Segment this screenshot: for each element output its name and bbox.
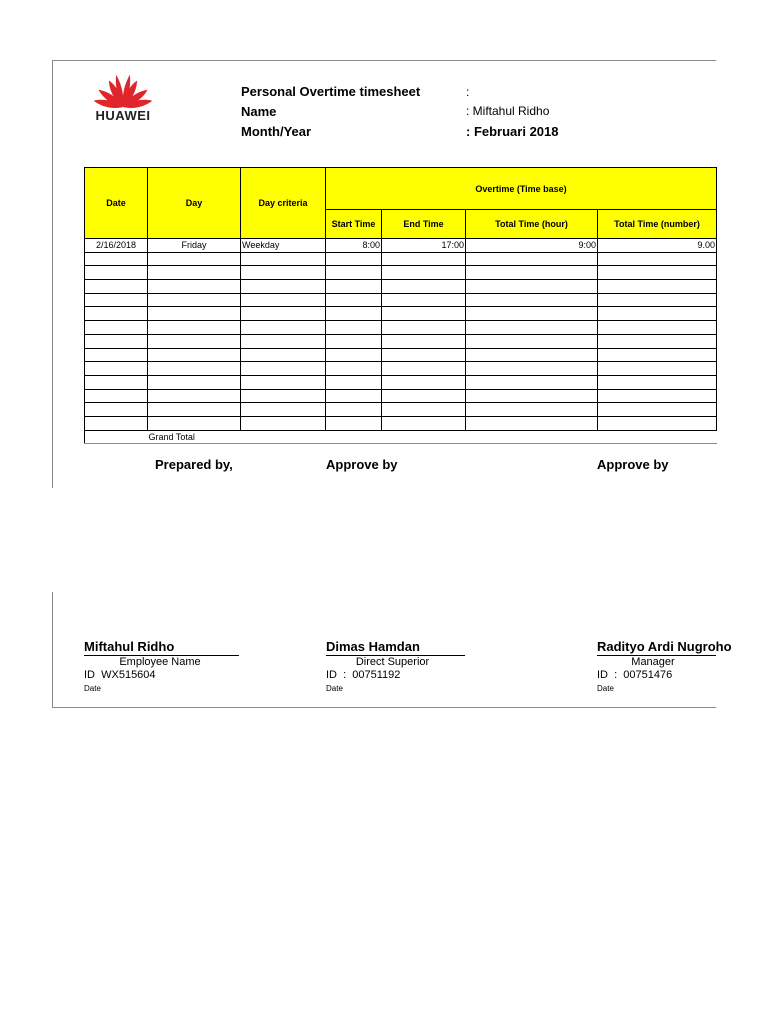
- col-header-date: Date: [85, 168, 148, 239]
- superior-date-label: Date: [326, 684, 343, 693]
- frame-bottom-border: [52, 707, 716, 708]
- empty-cell[interactable]: [466, 362, 598, 376]
- manager-id: ID : 00751476: [597, 669, 673, 681]
- table-row: [85, 389, 717, 403]
- title-label: Personal Overtime timesheet: [241, 84, 421, 99]
- name-value: : Miftahul Ridho: [466, 104, 550, 118]
- empty-cell[interactable]: [148, 293, 241, 307]
- empty-cell[interactable]: [148, 348, 241, 362]
- huawei-flower-icon: [86, 72, 160, 110]
- empty-cell[interactable]: [466, 293, 598, 307]
- empty-cell[interactable]: [85, 362, 148, 376]
- empty-cell[interactable]: [326, 252, 382, 266]
- table-row: [85, 293, 717, 307]
- empty-cell[interactable]: [466, 321, 598, 335]
- col-header-day-criteria: Day criteria: [241, 168, 326, 239]
- superior-id: ID : 00751192: [326, 669, 401, 681]
- month-year-value: : Februari 2018: [466, 124, 559, 139]
- col-header-total-hour: Total Time (hour): [466, 210, 598, 239]
- empty-cell[interactable]: [382, 293, 466, 307]
- empty-cell[interactable]: [466, 280, 598, 294]
- empty-cell[interactable]: [382, 252, 466, 266]
- empty-cell[interactable]: [466, 334, 598, 348]
- prepared-by-label: Prepared by,: [155, 457, 233, 472]
- empty-cell[interactable]: [85, 293, 148, 307]
- table-row: [85, 280, 717, 294]
- manager-date-label: Date: [597, 684, 614, 693]
- empty-cell[interactable]: [598, 389, 717, 403]
- empty-cell[interactable]: [382, 321, 466, 335]
- manager-role: Manager: [631, 656, 675, 668]
- frame-left-border-lower: [52, 592, 53, 707]
- name-label: Name: [241, 104, 277, 119]
- empty-cell[interactable]: [326, 334, 382, 348]
- empty-cell[interactable]: [148, 389, 241, 403]
- empty-cell[interactable]: [241, 307, 326, 321]
- empty-cell[interactable]: [241, 389, 326, 403]
- empty-cell[interactable]: [326, 348, 382, 362]
- empty-cell[interactable]: [382, 334, 466, 348]
- empty-cell[interactable]: [326, 416, 382, 430]
- huawei-logo: [86, 72, 160, 124]
- table-row: [85, 307, 717, 321]
- approve-by-label-superior: Approve by: [326, 457, 398, 472]
- approve-by-label-manager: Approve by: [597, 457, 669, 472]
- empty-cell[interactable]: [148, 362, 241, 376]
- empty-cell[interactable]: [598, 321, 717, 335]
- empty-cell[interactable]: [382, 280, 466, 294]
- empty-cell[interactable]: [85, 321, 148, 335]
- empty-cell[interactable]: [466, 403, 598, 417]
- col-header-overtime-group: Overtime (Time base): [326, 168, 717, 210]
- empty-cell[interactable]: [326, 362, 382, 376]
- table-row: [85, 321, 717, 335]
- empty-cell[interactable]: [326, 389, 382, 403]
- cell-day[interactable]: Friday: [148, 239, 241, 253]
- empty-cell[interactable]: [241, 321, 326, 335]
- empty-cell[interactable]: [598, 307, 717, 321]
- col-header-total-number: Total Time (number): [598, 210, 717, 239]
- empty-cell[interactable]: [85, 403, 148, 417]
- table-row: [85, 403, 717, 417]
- empty-cell[interactable]: [326, 321, 382, 335]
- table-row: [85, 334, 717, 348]
- empty-cell[interactable]: [598, 293, 717, 307]
- empty-cell[interactable]: [85, 416, 148, 430]
- empty-cell[interactable]: [148, 266, 241, 280]
- cell-end-time[interactable]: 17:00: [382, 239, 466, 253]
- empty-cell[interactable]: [241, 266, 326, 280]
- empty-cell[interactable]: [598, 348, 717, 362]
- cell-total-hour[interactable]: 9:00: [466, 239, 598, 253]
- empty-cell[interactable]: [466, 266, 598, 280]
- empty-cell[interactable]: [382, 266, 466, 280]
- empty-cell[interactable]: [241, 334, 326, 348]
- cell-day-criteria[interactable]: Weekday: [241, 239, 326, 253]
- empty-cell[interactable]: [598, 334, 717, 348]
- empty-cell[interactable]: [241, 403, 326, 417]
- empty-cell[interactable]: [598, 416, 717, 430]
- superior-role: Direct Superior: [355, 656, 430, 668]
- empty-cell[interactable]: [466, 348, 598, 362]
- empty-cell[interactable]: [326, 266, 382, 280]
- table-row: [85, 348, 717, 362]
- table-row: [85, 416, 717, 430]
- empty-cell[interactable]: [466, 252, 598, 266]
- empty-cell[interactable]: [85, 375, 148, 389]
- empty-cell[interactable]: [466, 389, 598, 403]
- empty-cell[interactable]: [382, 389, 466, 403]
- empty-cell[interactable]: [148, 403, 241, 417]
- cell-date[interactable]: 2/16/2018: [85, 239, 148, 253]
- cell-start-time[interactable]: 8:00: [326, 239, 382, 253]
- month-year-label: Month/Year: [241, 124, 312, 139]
- empty-cell[interactable]: [85, 252, 148, 266]
- col-header-end-time: End Time: [382, 210, 466, 239]
- empty-cell[interactable]: [85, 266, 148, 280]
- manager-signature-name: Radityo Ardi Nugroho: [597, 639, 732, 654]
- empty-cell[interactable]: [466, 307, 598, 321]
- empty-cell[interactable]: [598, 280, 717, 294]
- empty-cell[interactable]: [85, 389, 148, 403]
- empty-cell[interactable]: [382, 403, 466, 417]
- empty-cell[interactable]: [148, 334, 241, 348]
- empty-cell[interactable]: [241, 252, 326, 266]
- empty-cell[interactable]: [85, 334, 148, 348]
- empty-cell[interactable]: [326, 293, 382, 307]
- col-header-start-time: Start Time: [326, 210, 382, 239]
- empty-cell[interactable]: [148, 280, 241, 294]
- employee-date-label: Date: [84, 684, 101, 693]
- empty-cell[interactable]: [326, 375, 382, 389]
- superior-signature-name: Dimas Hamdan: [326, 639, 420, 654]
- empty-cell[interactable]: [598, 362, 717, 376]
- frame-top-border: [52, 60, 716, 61]
- empty-cell[interactable]: [85, 307, 148, 321]
- empty-cell[interactable]: [326, 280, 382, 294]
- title-value: :: [466, 85, 470, 99]
- empty-cell[interactable]: [148, 321, 241, 335]
- empty-cell[interactable]: [382, 307, 466, 321]
- logo-text: HUAWEI: [95, 108, 151, 123]
- empty-cell[interactable]: [598, 375, 717, 389]
- empty-cell[interactable]: [148, 252, 241, 266]
- table-row: [85, 362, 717, 376]
- empty-cell[interactable]: [326, 403, 382, 417]
- empty-cell[interactable]: [241, 293, 326, 307]
- col-header-day: Day: [148, 168, 241, 239]
- empty-cell[interactable]: [598, 403, 717, 417]
- table-row: [85, 375, 717, 389]
- grand-total-label: Grand Total: [148, 430, 717, 444]
- empty-cell[interactable]: [598, 252, 717, 266]
- employee-role: Employee Name: [119, 656, 201, 668]
- empty-cell[interactable]: [241, 348, 326, 362]
- empty-cell[interactable]: [466, 375, 598, 389]
- empty-cell[interactable]: [382, 362, 466, 376]
- empty-cell[interactable]: [382, 416, 466, 430]
- empty-cell[interactable]: [85, 348, 148, 362]
- empty-cell[interactable]: [382, 375, 466, 389]
- grand-total-row: [85, 430, 717, 444]
- empty-cell[interactable]: [466, 416, 598, 430]
- empty-cell[interactable]: [85, 280, 148, 294]
- cell-total-number[interactable]: 9.00: [598, 239, 717, 253]
- table-row: [85, 239, 717, 253]
- empty-cell: [85, 430, 148, 444]
- empty-cell[interactable]: [241, 375, 326, 389]
- empty-cell[interactable]: [148, 307, 241, 321]
- empty-cell[interactable]: [148, 375, 241, 389]
- employee-signature-name: Miftahul Ridho: [84, 639, 175, 654]
- employee-id: ID WX515604: [84, 669, 156, 681]
- frame-left-border: [52, 60, 53, 488]
- empty-cell[interactable]: [326, 307, 382, 321]
- table-row: [85, 252, 717, 266]
- empty-cell[interactable]: [382, 348, 466, 362]
- table-row: [85, 266, 717, 280]
- empty-cell[interactable]: [241, 362, 326, 376]
- empty-cell[interactable]: [241, 416, 326, 430]
- empty-cell[interactable]: [241, 280, 326, 294]
- empty-cell[interactable]: [148, 416, 241, 430]
- empty-cell[interactable]: [598, 266, 717, 280]
- overtime-table: [84, 167, 717, 444]
